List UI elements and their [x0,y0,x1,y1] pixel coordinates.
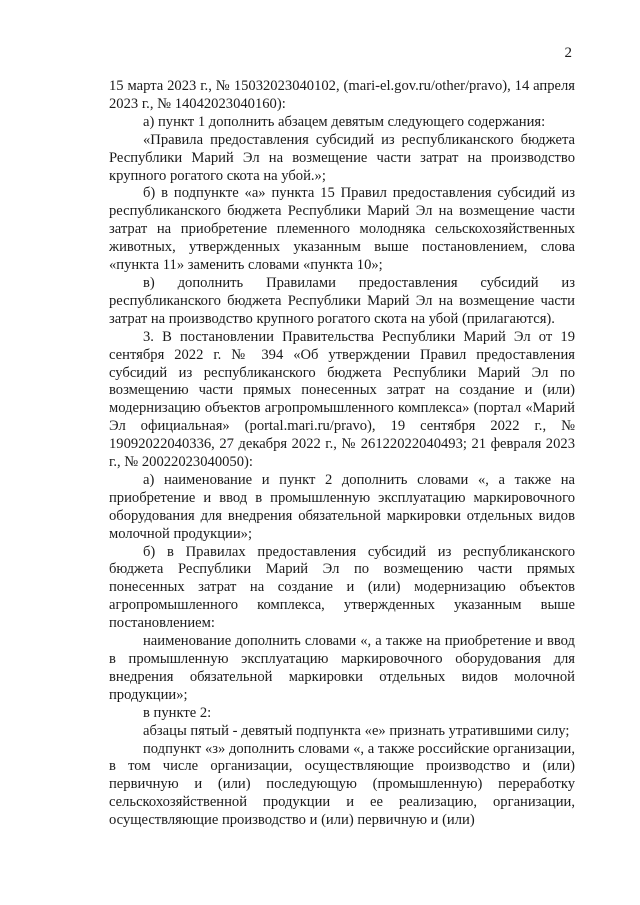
paragraph: в) дополнить Правилами предоставления субсидий из республиканского бюджета Республики Марий Эл на возмещение части затрат на производство крупного рогатого скота на убой (прилагаются). [109,274,575,327]
paragraph: б) в подпункте «а» пункта 15 Правил предоставления субсидий из республиканского бюджета Республики Марий Эл на возмещение части затрат на приобретение племенного молодняка сельскохозяйственных животных, утвержденных указанным выше постановлением, слова «пункта 11» заменить словами «пункта 10»; [109,185,575,274]
paragraph: 15 марта 2023 г., № 15032023040102, (mari-el.gov.ru/other/pravo), 14 апреля 2023 г., № 14042023040160): [109,78,575,112]
paragraph: «Правила предоставления субсидий из республиканского бюджета Республики Марий Эл на возмещение части затрат на производство крупного рогатого скота на убой.»; [109,131,575,184]
paragraph: а) наименование и пункт 2 дополнить словами «, а также на приобретение и ввод в промышленную эксплуатацию маркировочного оборудования для внедрения обязательной маркировки отдельных видов молочной продукции»; [109,471,575,542]
paragraph: 3. В постановлении Правительства Республики Марий Эл от 19 сентября 2022 г. № 394 «Об утверждении Правил предоставления субсидий из республиканского бюджета Республики Марий Эл по возмещению части прямых понесенных затрат на создание и (или) модернизацию объектов агропромышленного комплекса» (портал «Марий Эл официальная» (portal.mari.ru/pravo), 19 сентября 2022 г., № 19092022040336, 27 декабря 2022 г., № 26122022040493; 21 февраля 2023 г., № 20022023040050): [109,328,575,471]
document-body [109,78,575,830]
paragraph: б) в Правилах предоставления субсидий из республиканского бюджета Республики Марий Эл по возмещению части прямых понесенных затрат на создание и (или) модернизацию объектов агропромышленного комплекса, утвержденных указанным выше постановлением: [109,543,575,632]
paragraph: наименование дополнить словами «, а также на приобретение и ввод в промышленную эксплуатацию маркировочного оборудования для внедрения обязательной маркировки отдельных видов молочной продукции»; [109,633,575,703]
paragraph: абзацы пятый - девятый подпункта «е» признать утратившими силу; [143,722,570,739]
page-number: 2 [564,45,572,61]
paragraph: подпункт «з» дополнить словами «, а также российские организации, в том числе организации, осуществляющие производство и (или) первичную и (или) последующую (промышленную) переработку сельскохозяйственной продукции и ее реализацию, организации, осуществляющие производство и (или) первичную и (или) [109,740,575,829]
paragraph: а) пункт 1 дополнить абзацем девятым следующего содержания: [143,113,546,130]
paragraph: в пункте 2: [143,704,212,721]
